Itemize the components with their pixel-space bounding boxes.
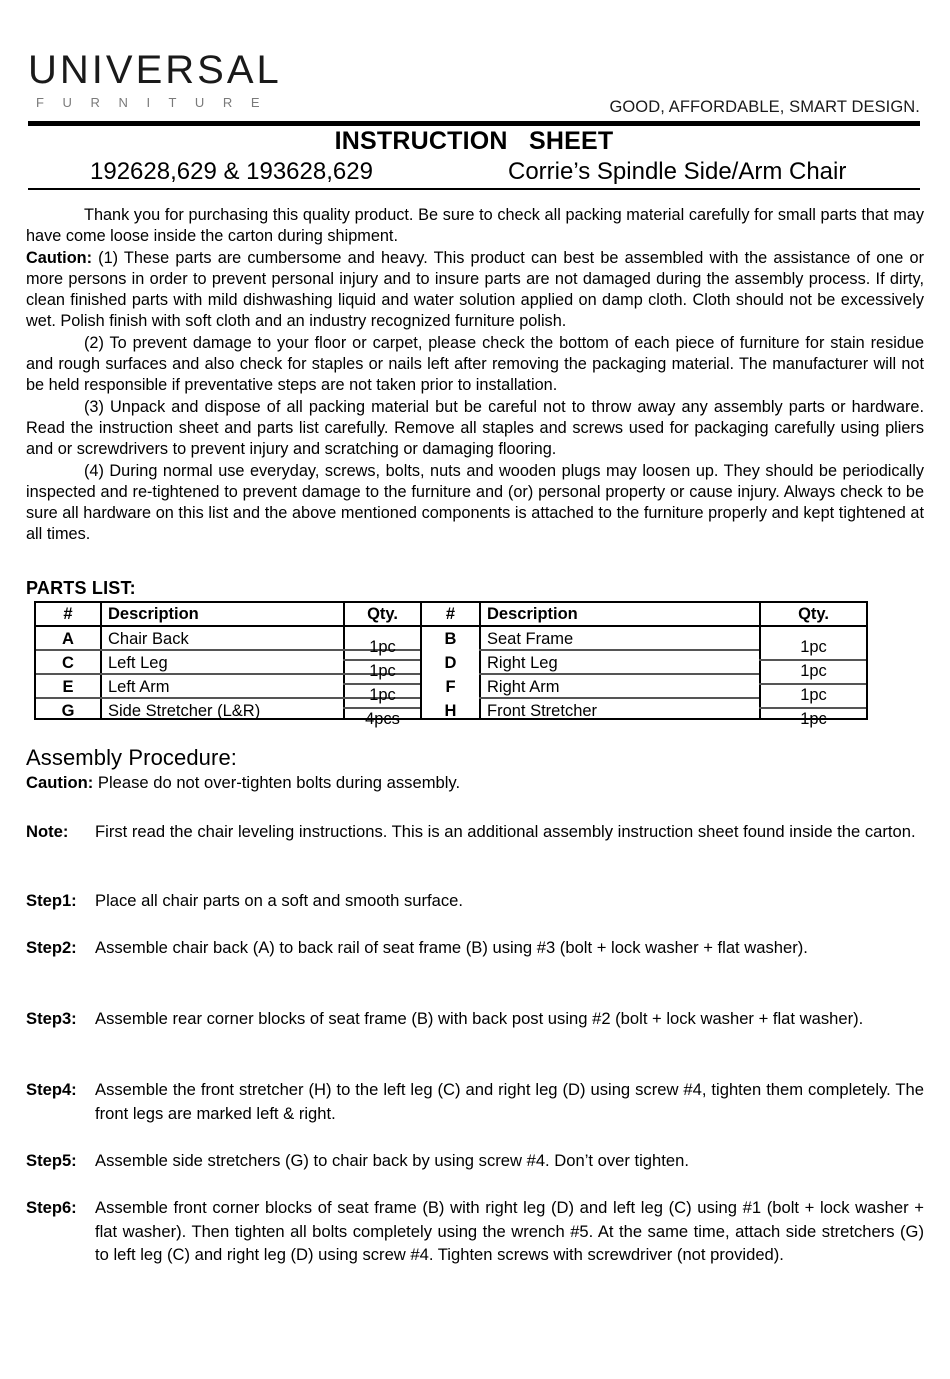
assembly-step-note xyxy=(26,820,924,844)
step-label: Step4: xyxy=(26,1080,77,1099)
table-row: 4pcs xyxy=(365,710,400,728)
assembly-caution-line xyxy=(26,772,460,793)
table-row: Left Leg xyxy=(108,654,168,672)
table-row: 1pc xyxy=(800,638,827,656)
parts-table-grid xyxy=(34,601,868,728)
step-text: Place all chair parts on a soft and smooth surface. xyxy=(95,891,464,910)
table-row: Chair Back xyxy=(108,630,189,648)
intro-thanks-text: Thank you for purchasing this quality product. Be sure to check all packing material carefully for small parts that may have come loose inside the carton during shipment. xyxy=(26,206,924,246)
caution-3-paragraph xyxy=(26,397,924,461)
title-block xyxy=(28,126,920,189)
caution-4-text: (4) During normal use everyday, screws, bolts, nuts and wooden plugs may loosen up. They should be periodically inspected and re-tightened to prevent damage to the furniture and (or) personal property or cause injury. Always check to be sure all hardware on this list and the above mentioned components is attached to the furniture properly and kept tightened at all times. xyxy=(26,461,924,544)
assembly-procedure-heading: Assembly Procedure: xyxy=(26,745,237,770)
logo-wordmark: UNIVERSAL xyxy=(28,48,282,92)
title-subrow xyxy=(28,157,920,189)
table-row: 1pc xyxy=(369,686,396,704)
table-row: Left Arm xyxy=(108,678,170,696)
caution-2-text: (2) To prevent damage to your floor or carpet, please check the bottom of each piece of furniture for stain residue and rough surfaces and also check for staples or nails left after removing the packaging material. The manufacturer will not be held responsible if preventative steps are not taken prior to installation. xyxy=(26,333,924,395)
step-text: Assemble side stretchers (G) to chair back by using screw #4. Don’t over tighten. xyxy=(95,1151,689,1170)
intro-thanks-paragraph xyxy=(26,205,924,248)
parts-list-heading: PARTS LIST: xyxy=(26,578,136,598)
caution-label: Caution: xyxy=(26,248,93,267)
table-row: E xyxy=(62,678,74,696)
caution-1-paragraph xyxy=(26,248,924,333)
step-text: Assemble the front stretcher (H) to the left leg (C) and right leg (D) using screw #4, tighten them completely. The front legs are marked left & right. xyxy=(95,1080,924,1123)
table-vline-4 xyxy=(479,603,481,718)
table-row: 1pc xyxy=(800,686,827,704)
brand-tagline: GOOD, AFFORDABLE, SMART DESIGN. xyxy=(609,98,920,116)
table-row: Front Stretcher xyxy=(487,702,598,720)
step-label: Step6: xyxy=(26,1198,77,1217)
step-text: First read the chair leveling instructions. This is an additional assembly instruction sheet found inside the carton. xyxy=(95,822,916,841)
col-header-description-right: Description xyxy=(487,605,578,623)
table-row: A xyxy=(62,630,74,648)
page-header xyxy=(0,0,950,116)
assembly-step-1 xyxy=(26,889,924,913)
table-row: 1pc xyxy=(800,710,827,728)
step-label: Step3: xyxy=(26,1009,77,1028)
table-row: Right Arm xyxy=(487,678,560,696)
step-label: Step2: xyxy=(26,938,77,957)
intro-text-block xyxy=(26,205,924,546)
table-row: B xyxy=(444,630,457,648)
table-row: 1pc xyxy=(369,662,396,680)
col-header-id-left: # xyxy=(63,605,73,623)
step-label: Note: xyxy=(26,822,69,841)
caution-1-text: (1) These parts are cumbersome and heavy. This product can best be assembled with the assistance of one or more persons in order to prevent personal injury and to insure parts are not damaged during the assembly process. If dirty, clean finished parts with mild dishwashing liquid and water solution applied on damp cloth. Cloth should not be excessively wet. Polish finish with soft cloth and an industry recognized furniture polish. xyxy=(26,248,924,331)
table-row: D xyxy=(444,654,457,672)
col-header-qty-left: Qty. xyxy=(367,605,398,623)
page-title: INSTRUCTION SHEET xyxy=(334,127,614,155)
step-text: Assemble rear corner blocks of seat frame (B) with back post using #2 (bolt + lock washer + flat washer). xyxy=(95,1009,864,1028)
table-row-separator-right-1 xyxy=(479,649,759,651)
table-header-separator xyxy=(36,625,866,627)
table-row: 1pc xyxy=(800,662,827,680)
model-numbers: 192628,629 & 193628,629 xyxy=(90,158,373,185)
col-header-id-right: # xyxy=(445,605,456,623)
table-row: Side Stretcher (L&R) xyxy=(108,702,261,720)
assembly-step-6 xyxy=(26,1196,924,1267)
table-row-separator-right-3 xyxy=(479,697,759,699)
assembly-step-3 xyxy=(26,1007,924,1031)
step-text: Assemble front corner blocks of seat frame (B) with right leg (D) and left leg (C) using #1 (bolt + lock washer + flat washer). Then tighten all bolts completely using the wrench #5. At the same time, attach side stretchers (G) to left leg (C) and right leg (D) using screw #4. Tighten screws with screwdriver (not provided). xyxy=(95,1198,924,1264)
col-header-description-left: Description xyxy=(108,605,199,623)
table-vline-1 xyxy=(100,603,102,718)
step-label: Step1: xyxy=(26,891,77,910)
table-row: G xyxy=(61,702,75,720)
assembly-step-4 xyxy=(26,1078,924,1125)
table-row: C xyxy=(62,654,74,672)
step-text: Assemble chair back (A) to back rail of seat frame (B) using #3 (bolt + lock washer + flat washer). xyxy=(95,938,808,957)
col-header-qty-right: Qty. xyxy=(798,605,829,623)
step-label: Step5: xyxy=(26,1151,77,1170)
product-name: Corrie’s Spindle Side/Arm Chair xyxy=(508,158,847,185)
logo-subtitle: F U R N I T U R E xyxy=(36,95,268,110)
caution-2-paragraph xyxy=(26,333,924,397)
table-row-separator-right-2 xyxy=(479,673,759,675)
title-rule-thin xyxy=(28,188,920,190)
table-row: H xyxy=(444,702,457,720)
table-row: Seat Frame xyxy=(487,630,574,648)
caution-3-text: (3) Unpack and dispose of all packing material but be careful not to throw away any assembly parts or hardware. Read the instruction sheet and parts list carefully. Remove all staples and screws used for packaging carefully using pliers and or screwdrivers to prevent injury and scratching or damaging flooring. xyxy=(26,397,924,459)
caution-4-paragraph xyxy=(26,461,924,546)
universal-furniture-logo xyxy=(28,48,282,110)
assembly-step-5 xyxy=(26,1149,924,1173)
assembly-step-2 xyxy=(26,936,924,960)
table-row: Right Leg xyxy=(487,654,558,672)
assembly-caution-label: Caution: xyxy=(26,773,94,792)
parts-list-table xyxy=(34,601,868,728)
assembly-caution-text: Please do not over-tighten bolts during assembly. xyxy=(93,773,461,792)
table-row: F xyxy=(445,678,456,696)
table-row: 1pc xyxy=(369,638,396,656)
